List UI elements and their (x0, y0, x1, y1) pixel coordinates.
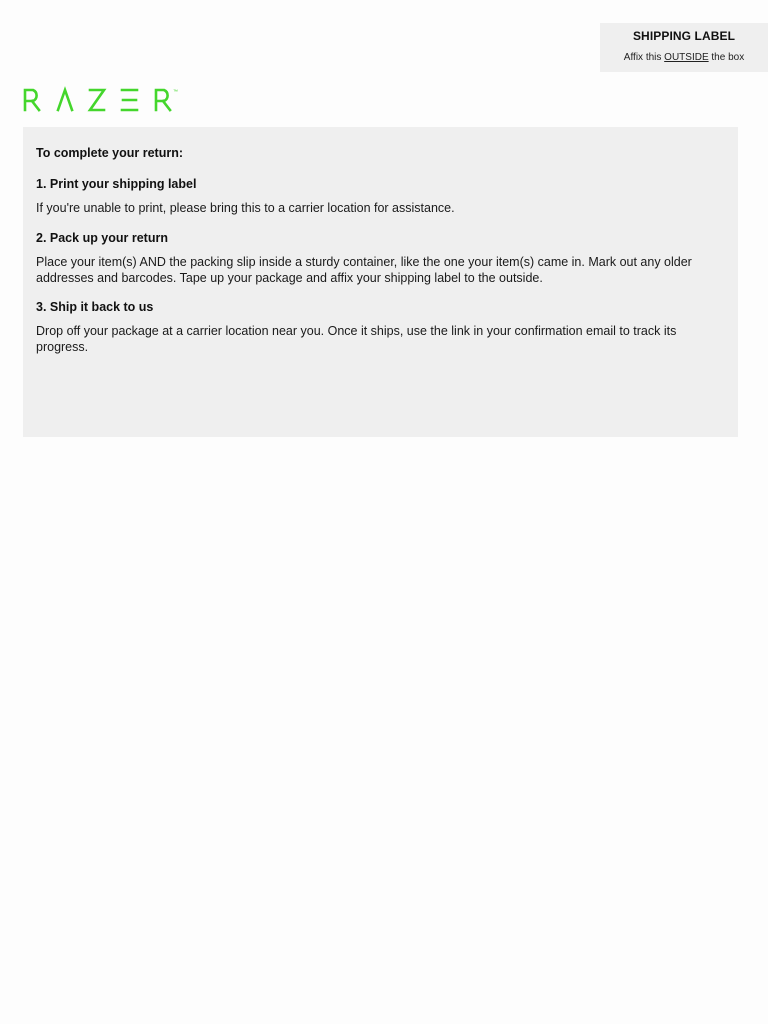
step-3-body: Drop off your package at a carrier location near you. Once it ships, use the link in your confirmation email to track its progress. (36, 324, 677, 354)
instruction-emphasis: OUTSIDE (664, 52, 709, 63)
step-3-title: 3. Ship it back to us (36, 300, 154, 314)
step-1-body: If you're unable to print, please bring this to a carrier location for assistance. (36, 201, 455, 215)
razer-logo-mark (22, 86, 182, 114)
step-1-title: 1. Print your shipping label (36, 177, 197, 191)
shipping-label-title: SHIPPING LABEL (632, 29, 736, 43)
step-2-body: Place your item(s) AND the packing slip inside a sturdy container, like the one your item(s) came in. Mark out any older addresses and barcodes. Tape up your package and affix your shipping label to the outside. (36, 255, 692, 285)
return-instructions-panel (23, 127, 738, 437)
svg-text:™: ™ (173, 89, 178, 95)
step-2-title: 2. Pack up your return (36, 231, 168, 245)
razer-logo (22, 86, 182, 114)
shipping-label-instruction (600, 52, 768, 63)
shipping-label-box (600, 23, 768, 72)
instructions-heading: To complete your return: (36, 146, 184, 160)
instruction-suffix: the box (711, 52, 745, 63)
instruction-prefix: Affix this (623, 52, 662, 63)
